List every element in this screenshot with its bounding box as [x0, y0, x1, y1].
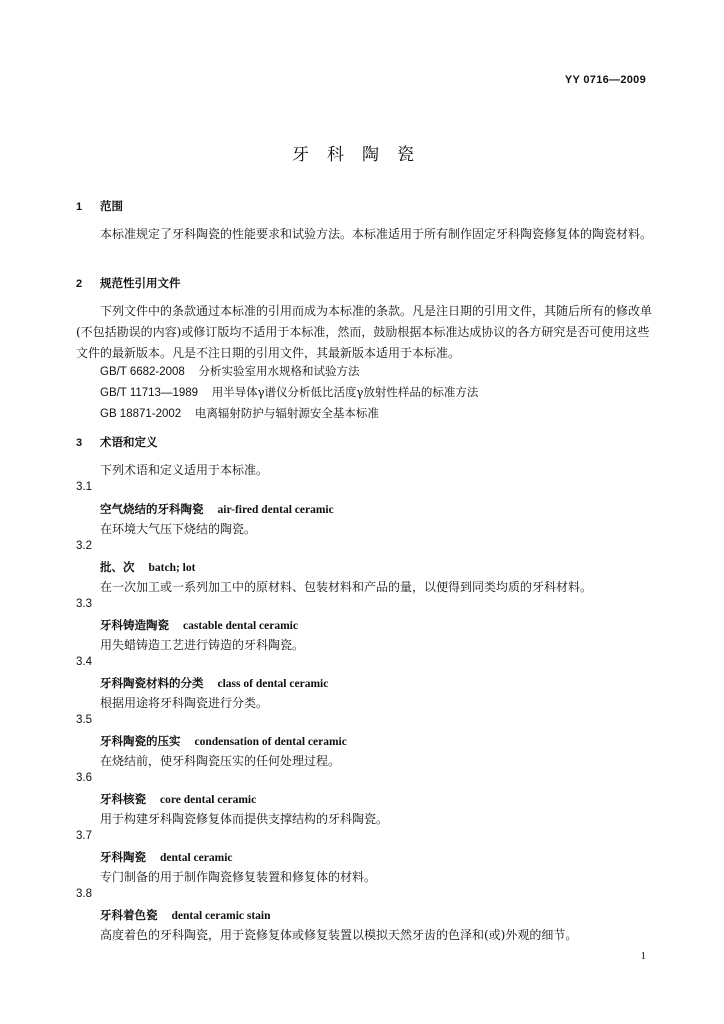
- reference-code: GB/T 11713—1989: [100, 387, 199, 399]
- term-title: 空气烧结的牙科陶瓷 air-fired dental ceramic: [100, 502, 334, 516]
- reference-title: 用半导体γ谱仪分析低比活度γ放射性样品的标准方法: [211, 385, 479, 399]
- reference-title: 电离辐射防护与辐射源安全基本标准: [194, 406, 379, 420]
- term-number: 3.2: [76, 540, 92, 552]
- paragraph-text: 本标准规定了牙科陶瓷的性能要求和试验方法。本标准适用于所有制作固定牙科陶瓷修复体的陶瓷材料。: [100, 227, 653, 241]
- term-title: 牙科核瓷 core dental ceramic: [100, 792, 257, 806]
- term-title: 牙科陶瓷材料的分类 class of dental ceramic: [100, 676, 329, 690]
- section-1-heading: [76, 198, 123, 214]
- term-title: 批、次 batch; lot: [100, 560, 196, 574]
- page-number: 1: [640, 950, 646, 962]
- section-title: 术语和定义: [99, 435, 158, 449]
- term-number: 3.6: [76, 772, 92, 784]
- reference-title: 分析实验室用水规格和试验方法: [198, 364, 360, 378]
- section-2-heading: [76, 275, 180, 291]
- term-number: 3.5: [76, 714, 92, 726]
- section-title: 规范性引用文件: [99, 276, 181, 290]
- term-number: 3.1: [76, 481, 92, 493]
- section-number: 3: [76, 437, 83, 449]
- page-title: 牙科陶瓷: [292, 145, 432, 165]
- term-number: 3.3: [76, 598, 92, 610]
- section-number: 2: [76, 278, 83, 290]
- section-1-paragraph: [76, 224, 652, 245]
- term-definition: 用于构建牙科陶瓷修复体而提供支撑结构的牙科陶瓷。: [100, 812, 389, 826]
- paragraph-text: 下列文件中的条款通过本标准的引用而成为本标准的条款。凡是注日期的引用文件，其随后所有的修改单(不包括勘误的内容)或修订版均不适用于本标准，然而，鼓励根据本标准达成协议的各方研究是否可使用这些文件的最新版本。凡是不注日期的引用文件，其最新版本适用于本标准。: [76, 304, 653, 360]
- term-number: 3.4: [76, 656, 92, 668]
- reference-code: GB/T 6682-2008: [100, 366, 185, 378]
- term-title: 牙科陶瓷的压实 condensation of dental ceramic: [100, 734, 347, 748]
- section-3-heading: [76, 434, 157, 450]
- section-title: 范围: [99, 199, 123, 213]
- term-definition: 在环境大气压下烧结的陶瓷。: [100, 522, 257, 536]
- reference-item: [100, 384, 478, 400]
- term-number: 3.8: [76, 888, 92, 900]
- term-definition: 在烧结前，使牙科陶瓷压实的任何处理过程。: [100, 754, 341, 768]
- term-definition: 高度着色的牙科陶瓷，用于瓷修复体或修复装置以模拟天然牙齿的色泽和(或)外观的细节。: [100, 928, 578, 942]
- section-3-intro: 下列术语和定义适用于本标准。: [100, 463, 269, 477]
- term-title: 牙科铸造陶瓷 castable dental ceramic: [100, 618, 298, 632]
- term-title: 牙科陶瓷 dental ceramic: [100, 850, 233, 864]
- term-definition: 根据用途将牙科陶瓷进行分类。: [100, 696, 269, 710]
- term-number: 3.7: [76, 830, 92, 842]
- section-number: 1: [76, 201, 83, 213]
- term-definition: 专门制备的用于制作陶瓷修复装置和修复体的材料。: [100, 870, 377, 884]
- term-definition: 在一次加工或一系列加工中的原材料、包装材料和产品的量，以便得到同类均质的牙科材料。: [100, 580, 593, 594]
- reference-item: [100, 405, 379, 421]
- section-2-paragraph: [76, 301, 652, 364]
- term-title: 牙科着色瓷 dental ceramic stain: [100, 908, 271, 922]
- reference-code: GB 18871-2002: [100, 408, 182, 420]
- document-id: YY 0716—2009: [564, 74, 646, 86]
- reference-item: [100, 363, 359, 379]
- term-definition: 用失蜡铸造工艺进行铸造的牙科陶瓷。: [100, 638, 305, 652]
